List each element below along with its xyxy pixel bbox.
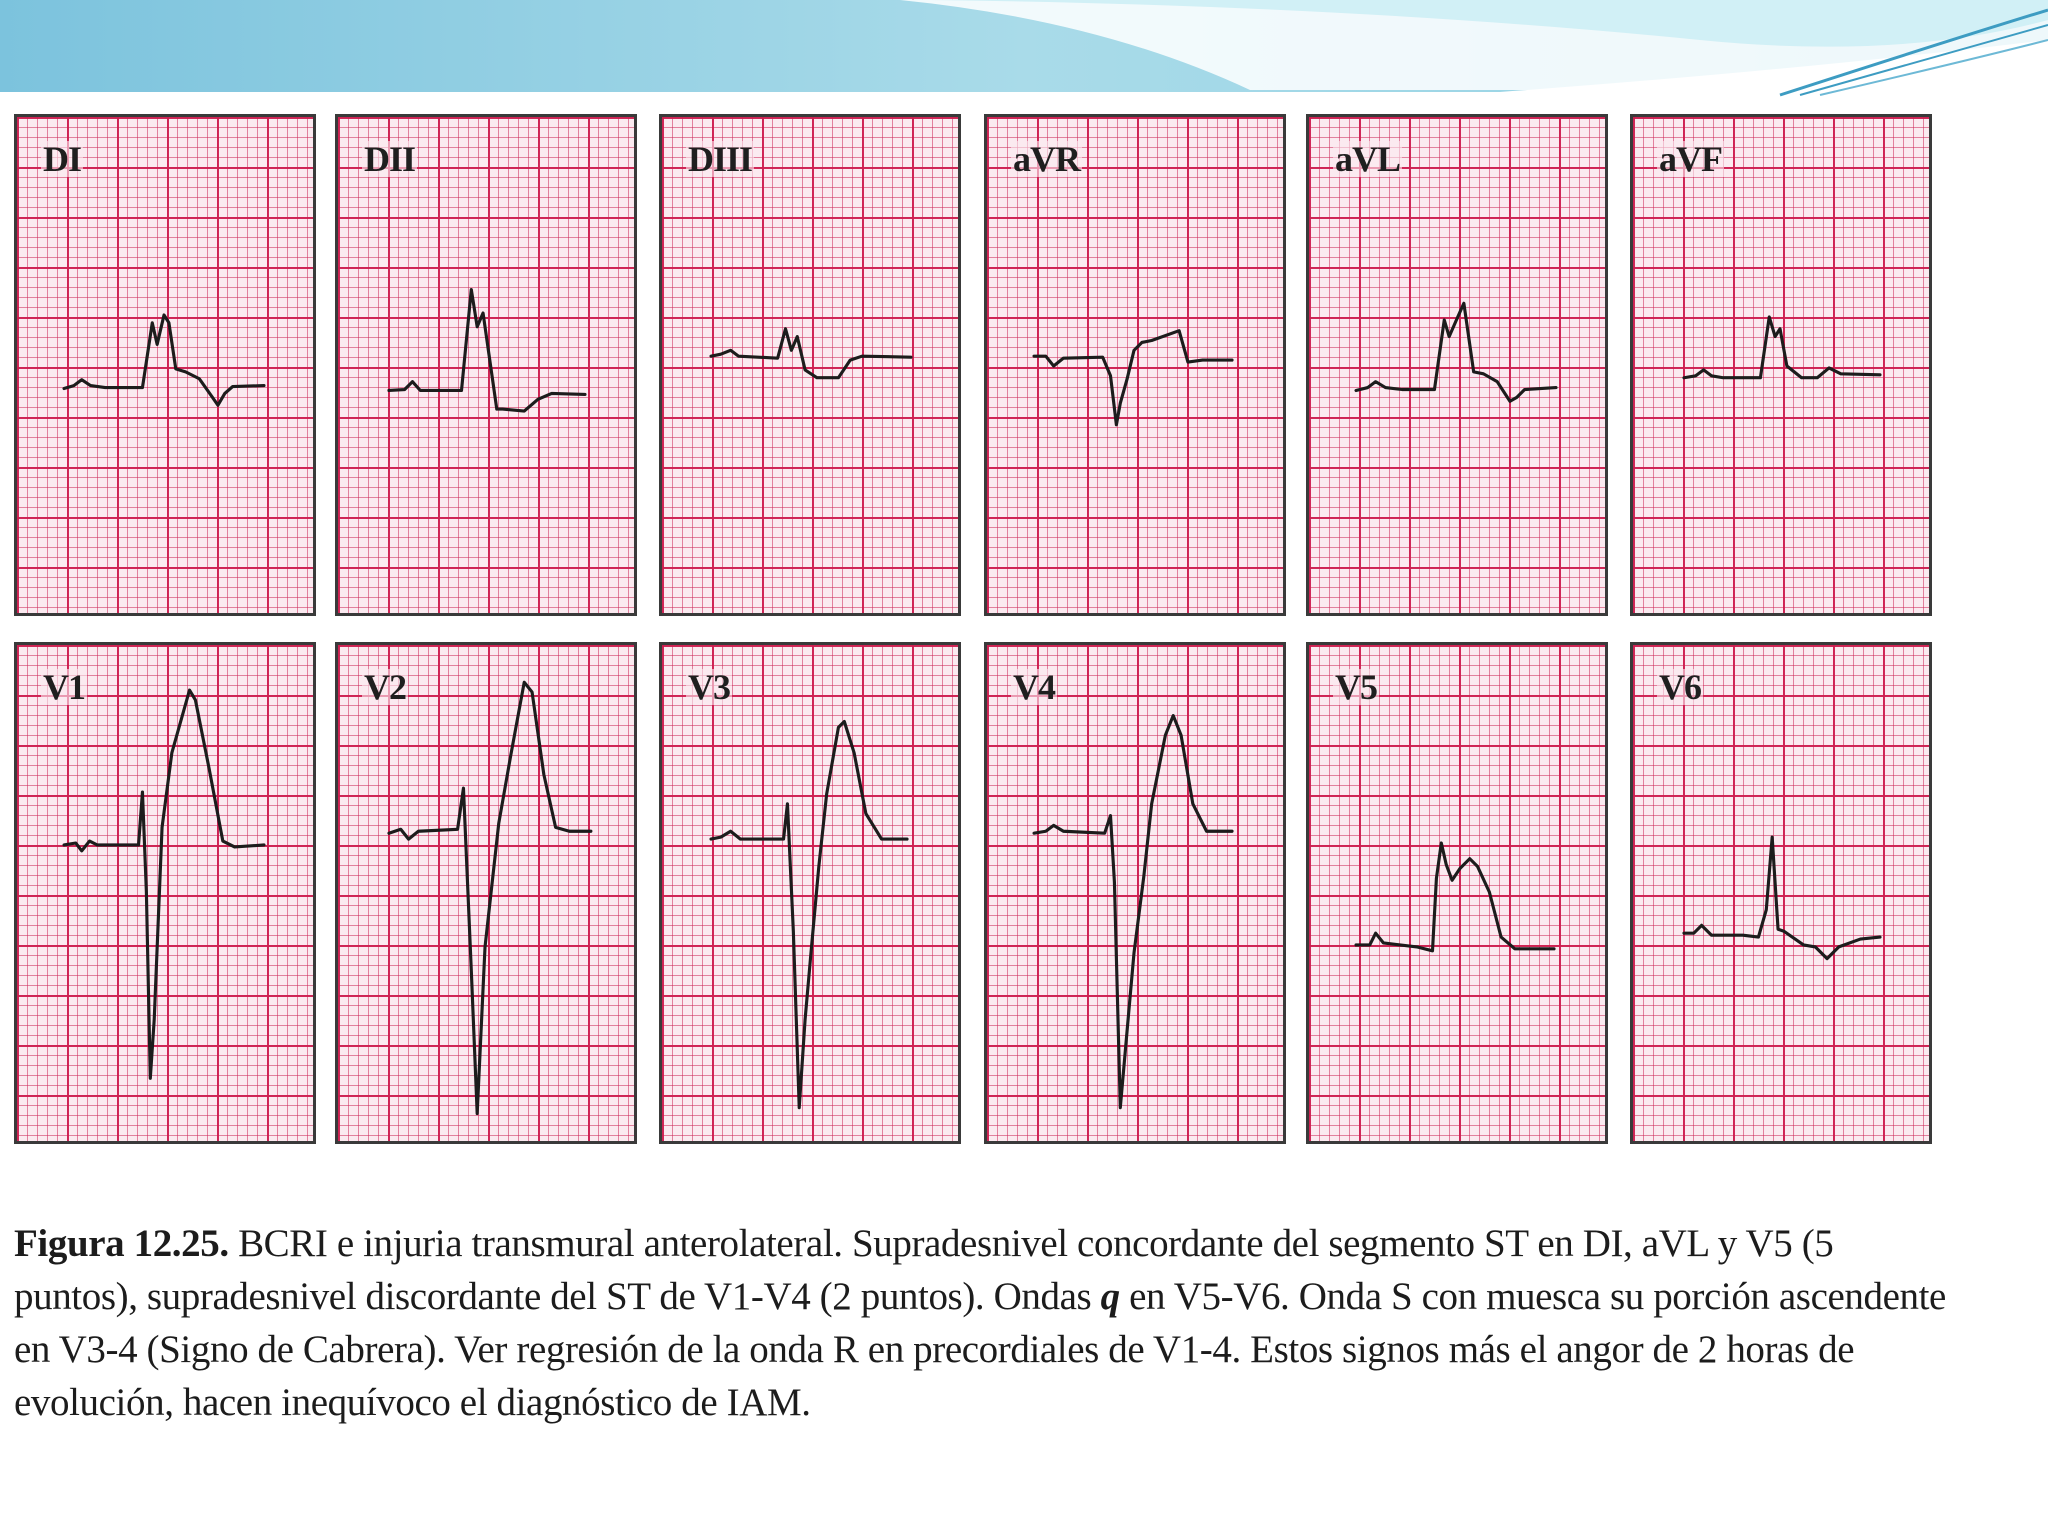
lead-label: V1 (43, 667, 85, 707)
lead-label: V5 (1335, 667, 1377, 707)
ecg-trace-icon (1633, 645, 1929, 1141)
figure-number: Figura 12.25. (14, 1222, 229, 1265)
ecg-panel-di (14, 114, 316, 616)
ecg-panel-v2 (335, 642, 637, 1144)
ecg-trace-icon (1309, 645, 1605, 1141)
lead-label: DI (43, 139, 82, 179)
ecg-panel-avl (1306, 114, 1608, 616)
ecg-panel-v4 (984, 642, 1286, 1144)
ecg-trace-icon (17, 117, 313, 613)
slide-banner (0, 0, 2048, 100)
ecg-trace-icon (338, 645, 634, 1141)
ecg-panel-v6 (1630, 642, 1932, 1144)
ecg-trace-icon (987, 645, 1283, 1141)
ecg-trace-icon (1309, 117, 1605, 613)
ecg-waveform (711, 721, 907, 1107)
ecg-waveform (389, 682, 591, 1113)
ecg-panel-v5 (1306, 642, 1608, 1144)
lead-label: aVL (1335, 139, 1401, 179)
ecg-panel-v3 (659, 642, 961, 1144)
ecg-waveform (1356, 303, 1556, 401)
lead-label: V6 (1659, 667, 1701, 707)
ecg-waveform (1034, 331, 1232, 425)
ecg-panel-avf (1630, 114, 1932, 616)
ecg-waveform (1034, 716, 1232, 1108)
ecg-trace-icon (1633, 117, 1929, 613)
ecg-waveform (1684, 837, 1880, 959)
ecg-waveform (711, 329, 911, 378)
lead-label: aVF (1659, 139, 1722, 179)
caption-q-wave: q (1100, 1275, 1120, 1318)
lead-label: V4 (1013, 667, 1055, 707)
ecg-waveform (64, 315, 264, 405)
ecg-panel-diii (659, 114, 961, 616)
caption-text-1: BCRI e injuria transmural anterolateral. Supradesnivel concordante del segmento ST en DI, aVL y V5 (5 puntos), supradesnivel discordante del ST de V1-V4 (2 puntos). Ondas (14, 1222, 1834, 1318)
lead-label: DII (364, 139, 416, 179)
ecg-panel-dii (335, 114, 637, 616)
lead-label: aVR (1013, 139, 1080, 179)
lead-label: DIII (688, 139, 753, 179)
figure-caption (14, 1217, 1954, 1429)
ecg-waveform (1684, 317, 1880, 378)
ecg-trace-icon (662, 645, 958, 1141)
ecg-figure (0, 100, 1960, 1160)
ecg-panel-avr (984, 114, 1286, 616)
ecg-waveform (64, 690, 264, 1078)
ecg-waveform (389, 290, 585, 412)
ecg-waveform (1356, 843, 1554, 951)
ecg-trace-icon (987, 117, 1283, 613)
ecg-trace-icon (662, 117, 958, 613)
ecg-trace-icon (338, 117, 634, 613)
lead-label: V3 (688, 667, 730, 707)
ecg-trace-icon (17, 645, 313, 1141)
lead-label: V2 (364, 667, 406, 707)
caption-text-2: en V5-V6. Onda S con muesca su porción ascendente en V3-4 (Signo de Cabrera). Ver regresión de la onda R en precordiales de V1-4. Estos signos más el angor de 2 horas de evolución, hacen inequívoco el diagnóstico de IAM. (14, 1275, 1946, 1424)
ecg-panel-v1 (14, 642, 316, 1144)
